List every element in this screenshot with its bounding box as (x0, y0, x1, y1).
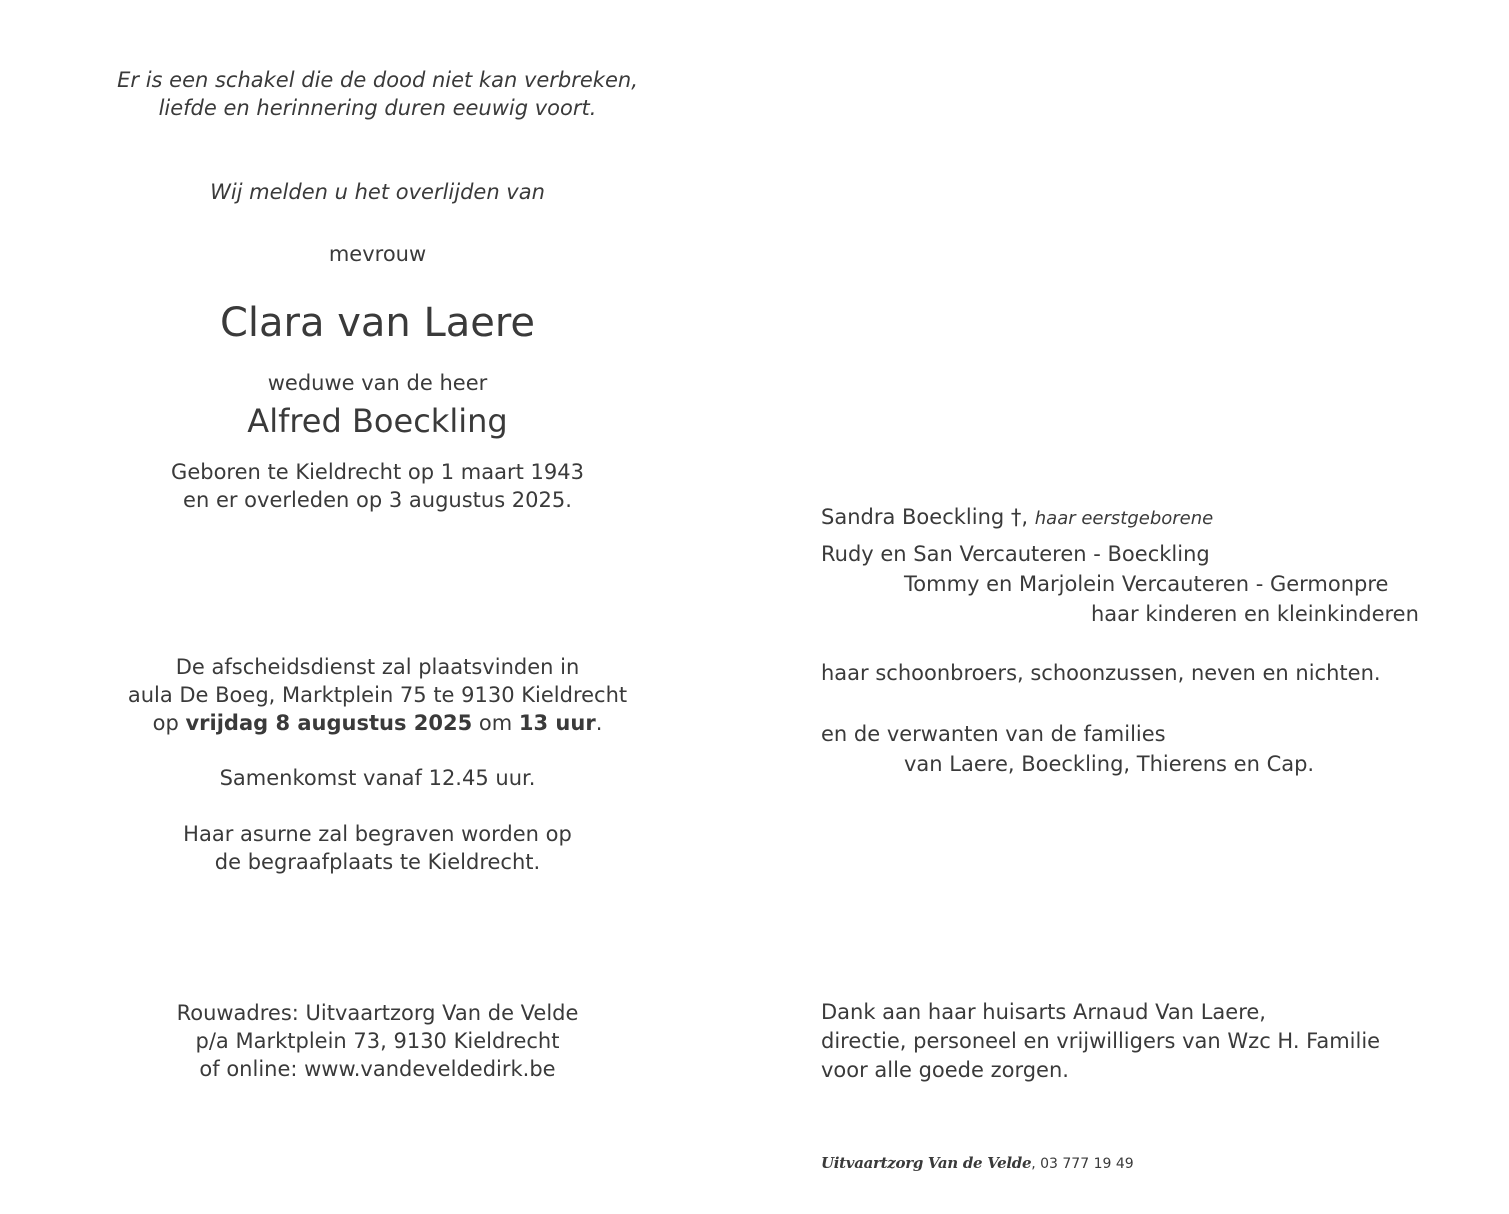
family-member: Tommy en Marjolein Vercauteren - Germonpre (904, 572, 1389, 596)
birth-death-info (60, 458, 695, 514)
relatives (821, 719, 1481, 779)
in-laws: haar schoonbroers, schoonzussen, neven en nichten. (821, 661, 1381, 685)
burial-line: de begraafplaats te Kieldrecht. (214, 850, 541, 874)
service-datetime (60, 709, 695, 737)
service-time: 13 uur (518, 711, 596, 735)
family-member: Rudy en San Vercauteren - Boeckling (821, 542, 1210, 566)
service-line: De afscheidsdienst zal plaatsvinden in (175, 655, 580, 679)
service-suffix: . (595, 711, 603, 735)
birth-line: Geboren te Kieldrecht op 1 maart 1943 (171, 460, 584, 484)
service-info (60, 653, 695, 737)
funeral-home-logo: Uitvaartzorg Van de Velde (821, 1154, 1032, 1172)
service-connector: om (472, 711, 519, 735)
thanks-text (821, 998, 1481, 1085)
address-line: p/a Marktplein 73, 9130 Kieldrecht (195, 1029, 560, 1053)
firstborn-name: Sandra Boeckling †, (821, 505, 1029, 529)
children-list (821, 539, 1481, 629)
firstborn-note: haar eerstgeborene (1034, 508, 1214, 529)
honorific: mevrouw (328, 242, 427, 266)
address-line: Rouwadres: Uitvaartzorg Van de Velde (176, 1001, 579, 1025)
burial-info (60, 820, 695, 876)
service-date: vrijdag 8 augustus 2025 (185, 711, 473, 735)
address-website: of online: www.vandeveldedirk.be (199, 1057, 556, 1081)
service-location: aula De Boeg, Marktplein 75 te 9130 Kieldrecht (127, 683, 628, 707)
deceased-name: Clara van Laere (219, 300, 536, 346)
death-line: en er overleden op 3 augustus 2025. (183, 488, 572, 512)
announcement-text: Wij melden u het overlijden van (210, 180, 545, 204)
funeral-home-phone: , 03 777 19 49 (1031, 1156, 1134, 1172)
firstborn-entry (821, 503, 1481, 533)
thanks-line: Dank aan haar huisarts Arnaud Van Laere, (821, 1000, 1266, 1024)
relatives-families: van Laere, Boeckling, Thierens en Cap. (904, 752, 1315, 776)
condolence-address (60, 999, 695, 1083)
spouse-name: Alfred Boeckling (247, 402, 508, 440)
memorial-poem (60, 66, 695, 122)
widow-of-text: weduwe van de heer (267, 371, 488, 395)
gathering-info: Samenkomst vanaf 12.45 uur. (219, 766, 536, 790)
family-relation: haar kinderen en kleinkinderen (1091, 602, 1419, 626)
thanks-line: directie, personeel en vrijwilligers van Wzc H. Familie (821, 1029, 1381, 1053)
relatives-line: en de verwanten van de families (821, 722, 1166, 746)
poem-line: liefde en herinnering duren eeuwig voort. (158, 96, 597, 120)
burial-line: Haar asurne zal begraven worden op (183, 822, 572, 846)
funeral-home-footer (821, 1153, 1481, 1174)
poem-line: Er is een schakel die de dood niet kan verbreken, (117, 68, 638, 92)
service-prefix: op (152, 711, 186, 735)
thanks-line: voor alle goede zorgen. (821, 1058, 1069, 1082)
